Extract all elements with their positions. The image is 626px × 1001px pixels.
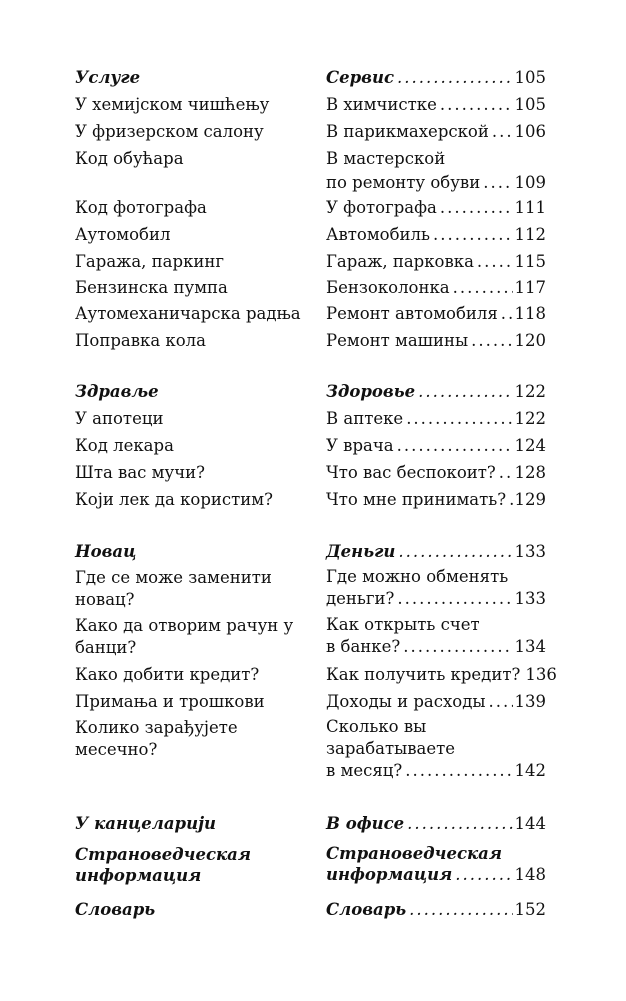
toc-item-sr: новац? <box>75 590 135 609</box>
page-number: 109 <box>514 173 546 192</box>
toc-entry-ru[interactable] <box>326 302 546 326</box>
leader-dots <box>453 276 513 300</box>
page-number: 142 <box>514 761 546 780</box>
toc-item-sr: Како да отворим рачун у <box>75 616 294 635</box>
entry-title: У фотографа <box>326 198 437 217</box>
entry-title: Что мне принимать? <box>326 490 507 509</box>
page-number: 106 <box>514 122 546 141</box>
leader-dots <box>440 196 513 220</box>
section-heading-money-sr: Новац <box>75 542 137 561</box>
page-number: 118 <box>514 304 546 323</box>
toc-item-sr: Шта вас мучи? <box>75 463 205 482</box>
page-number: 148 <box>514 865 546 884</box>
page-number: 124 <box>514 436 546 455</box>
leader-dots <box>499 461 513 485</box>
toc-item-sr: банци? <box>75 638 137 657</box>
leader-dots <box>455 864 512 885</box>
page-number: 144 <box>514 814 546 833</box>
entry-title: В химчистке <box>326 95 437 114</box>
page-number: 122 <box>514 409 546 428</box>
toc-item-sr: У фризерском салону <box>75 122 264 141</box>
toc-entry-ru[interactable] <box>326 250 546 274</box>
page-number: 105 <box>514 68 546 87</box>
entry-title-cont: деньги? <box>326 589 395 608</box>
leader-dots <box>483 171 512 195</box>
leader-dots <box>397 434 513 458</box>
section-heading-ru-cont: информация <box>326 865 453 884</box>
section-heading-ru: Словарь <box>326 900 407 919</box>
entry-title-cont: по ремонту обуви <box>326 173 481 192</box>
entry-title: В аптеке <box>326 409 404 428</box>
page-number: 152 <box>514 900 546 919</box>
toc-entry-ru[interactable] <box>326 329 546 353</box>
toc-item-sr: Код фотографа <box>75 198 207 217</box>
leader-dots <box>440 93 513 117</box>
toc-item-sr: Аутомеханичарска радња <box>75 304 301 323</box>
entry-title: Доходы и расходы <box>326 692 486 711</box>
entry-title: Ремонт машины <box>326 331 469 350</box>
toc-entry-ru[interactable] <box>326 120 546 144</box>
toc-entry-ru[interactable] <box>326 380 546 404</box>
leader-dots <box>492 120 513 144</box>
page-number: 115 <box>514 252 546 271</box>
page-number: 136 <box>525 665 557 684</box>
entry-title: Как открыть счет <box>326 615 480 634</box>
section-heading-ru: В офисе <box>326 814 405 833</box>
toc-entry-ru[interactable] <box>326 223 546 247</box>
toc-entry-ru[interactable] <box>326 66 546 90</box>
leader-dots <box>397 66 512 90</box>
section-heading-ru: Страноведческая <box>326 844 502 863</box>
toc-entry-ru[interactable] <box>326 898 546 922</box>
leader-dots <box>403 636 512 658</box>
entry-title: У врача <box>326 436 394 455</box>
section-heading-dictionary-sr: Словарь <box>75 900 156 919</box>
toc-item-sr: Код лекара <box>75 436 174 455</box>
leader-dots <box>501 302 513 326</box>
toc-entry-ru[interactable] <box>326 690 546 714</box>
toc-entry-ru[interactable] <box>326 540 546 564</box>
entry-title: Как получить кредит? <box>326 665 521 684</box>
entry-title: Что вас беспокоит? <box>326 463 496 482</box>
toc-entry-ru[interactable] <box>326 147 546 195</box>
entry-title: Где можно обменять <box>326 567 509 586</box>
toc-item-sr: Колико зарађујете <box>75 718 238 737</box>
entry-title: Ремонт автомобиля <box>326 304 498 323</box>
toc-entry-ru[interactable] <box>326 843 546 885</box>
section-heading-info-sr-2: информация <box>75 866 202 885</box>
section-heading-ru: Здоровье <box>326 382 416 401</box>
section-heading-info-sr: Страноведческая <box>75 845 251 864</box>
leader-dots <box>409 898 512 922</box>
page-number: 117 <box>514 278 546 297</box>
leader-dots <box>406 407 512 431</box>
section-heading-ru: Сервис <box>326 68 395 87</box>
section-heading-office-sr: У канцеларији <box>75 814 217 833</box>
toc-item-sr: У хемијском чишћењу <box>75 95 270 114</box>
page-number: 111 <box>514 198 546 217</box>
leader-dots <box>489 690 513 714</box>
toc-item-sr: Гаража, паркинг <box>75 252 225 271</box>
page-number: 133 <box>514 542 546 561</box>
entry-title: Гараж, парковка <box>326 252 474 271</box>
entry-title-cont: в банке? <box>326 637 401 656</box>
toc-entry-ru[interactable] <box>326 434 546 458</box>
page-number: 133 <box>514 589 546 608</box>
page-number: 122 <box>514 382 546 401</box>
toc-entry-ru[interactable] <box>326 716 546 782</box>
entry-title: Бензоколонка <box>326 278 450 297</box>
toc-entry-ru[interactable] <box>326 614 546 658</box>
page-number: 128 <box>514 463 546 482</box>
leader-dots <box>397 588 512 610</box>
page-number: 105 <box>514 95 546 114</box>
leader-dots <box>471 329 512 353</box>
toc-item-sr: Примања и трошкови <box>75 692 265 711</box>
page-number: 139 <box>514 692 546 711</box>
section-heading-ru: Деньги <box>326 542 396 561</box>
toc-item-sr: Поправка кола <box>75 331 206 350</box>
toc-entry-ru[interactable] <box>326 93 546 117</box>
entry-title: В парикмахерской <box>326 122 489 141</box>
toc-item-sr: Који лек да користим? <box>75 490 273 509</box>
leader-dots <box>398 540 512 564</box>
entry-title: В мастерской <box>326 149 446 168</box>
entry-title: Автомобиль <box>326 225 431 244</box>
page-number: 120 <box>514 331 546 350</box>
leader-dots <box>509 488 512 512</box>
toc-item-sr: У апотеци <box>75 409 164 428</box>
leader-dots <box>433 223 512 247</box>
leader-dots <box>477 250 513 274</box>
entry-title-cont: в месяц? <box>326 761 403 780</box>
section-heading-services-sr: Услуге <box>75 68 141 87</box>
toc-entry-ru[interactable] <box>326 488 546 512</box>
toc-item-sr: Где се може заменити <box>75 568 272 587</box>
toc-item-sr: Бензинска пумпа <box>75 278 228 297</box>
page-number: 112 <box>514 225 546 244</box>
toc-item-sr: Како добити кредит? <box>75 665 260 684</box>
page-number: 129 <box>514 490 546 509</box>
entry-title: Сколько вы <box>326 717 427 736</box>
toc-entry-ru[interactable] <box>326 276 546 300</box>
leader-dots <box>418 380 512 404</box>
page-number: 134 <box>514 637 546 656</box>
toc-item-sr: Аутомобил <box>75 225 171 244</box>
toc-item-sr: месечно? <box>75 740 158 759</box>
toc-item-sr: Код обућара <box>75 149 184 168</box>
entry-title-cont: зарабатываете <box>326 739 456 758</box>
section-heading-health-sr: Здравље <box>75 382 159 401</box>
toc-entry-ru[interactable] <box>326 196 546 220</box>
toc-entry-ru[interactable] <box>326 812 546 836</box>
toc-entry-ru[interactable] <box>326 461 546 485</box>
toc-entry-ru[interactable] <box>326 407 546 431</box>
leader-dots <box>405 760 512 782</box>
leader-dots <box>407 812 512 836</box>
toc-entry-ru[interactable] <box>326 566 546 610</box>
toc-entry-ru[interactable] <box>326 663 557 687</box>
